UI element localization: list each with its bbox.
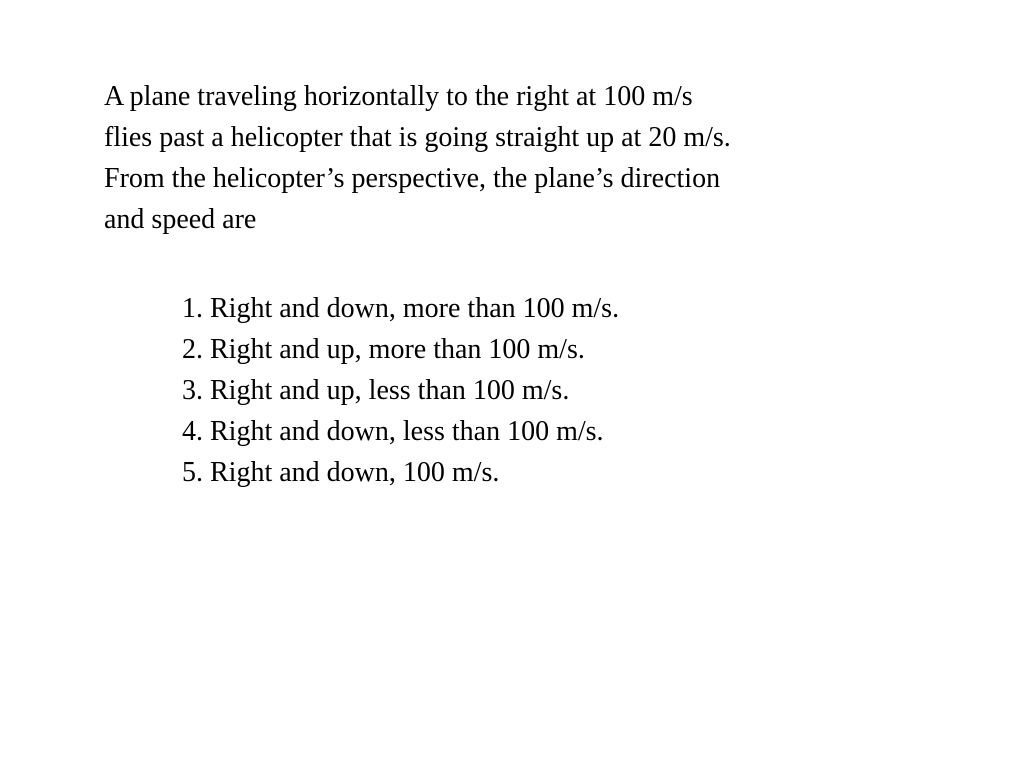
answer-options-list — [182, 288, 882, 493]
answer-option-5: 5. Right and down, 100 m/s. — [182, 457, 500, 488]
answer-option-3: 3. Right and up, less than 100 m/s. — [182, 375, 570, 406]
question-text — [104, 76, 904, 240]
question-line-2: flies past a helicopter that is going straight up at 20 m/s. — [104, 122, 731, 153]
question-line-3: From the helicopter’s perspective, the plane’s direction — [104, 163, 721, 194]
question-line-1: A plane traveling horizontally to the right at 100 m/s — [104, 81, 693, 112]
answer-option-4: 4. Right and down, less than 100 m/s. — [182, 416, 604, 447]
question-line-4: and speed are — [104, 204, 257, 235]
answer-option-1: 1. Right and down, more than 100 m/s. — [182, 293, 620, 324]
answer-option-2: 2. Right and up, more than 100 m/s. — [182, 334, 585, 365]
